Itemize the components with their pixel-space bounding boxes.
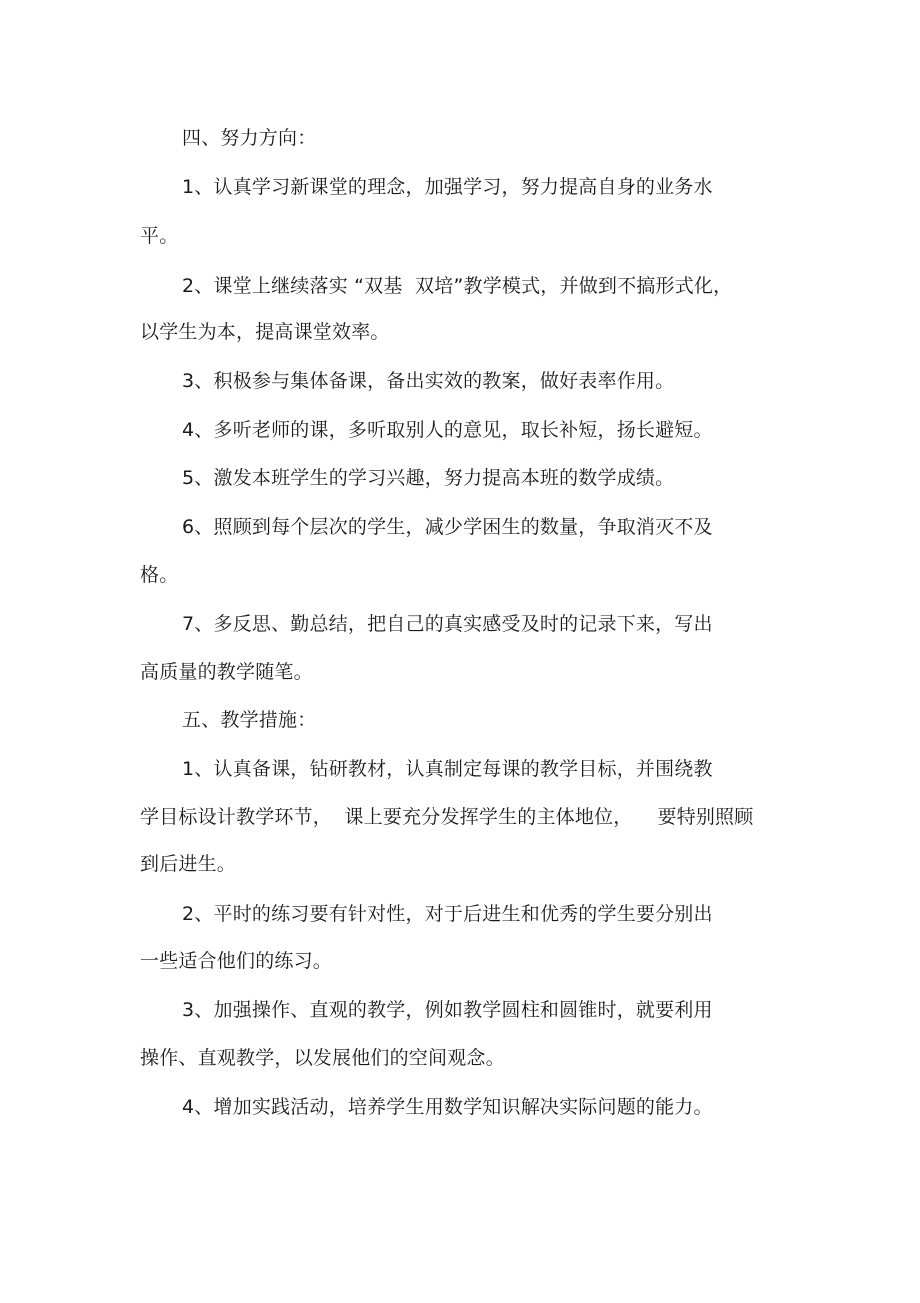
- paragraph-line: 格。: [140, 564, 179, 586]
- paragraph-line: 以学生为本，提高课堂效率。: [140, 321, 390, 343]
- paragraph-line: 7、多反思、勤总结，把自己的真实感受及时的记录下来，写出: [182, 613, 713, 635]
- paragraph-line: 操作、直观教学，以发展他们的空间观念。: [140, 1047, 505, 1069]
- paragraph-line: 1、认真学习新课堂的理念，加强学习，努力提高自身的业务水: [182, 176, 713, 198]
- paragraph-line: 3、积极参与集体备课，备出实效的教案，做好表率作用。: [182, 370, 675, 392]
- paragraph-line: 4、多听老师的课，多听取别人的意见，取长补短，扬长避短。: [182, 419, 713, 441]
- paragraph-line: 2、平时的练习要有针对性，对于后进生和优秀的学生要分别出: [182, 903, 713, 925]
- paragraph-line: 平。: [140, 225, 179, 247]
- paragraph-line: 到后进生。: [140, 853, 237, 875]
- paragraph-line: 3、加强操作、直观的教学，例如教学圆柱和圆锥时，就要利用: [182, 999, 713, 1021]
- paragraph-line: 6、照顾到每个层次的学生，减少学困生的数量，争取消灭不及: [182, 516, 713, 538]
- paragraph-line: 学目标设计教学环节， 课上要充分发挥学生的主体地位， 要特别照顾: [140, 806, 754, 828]
- paragraph-line: 高质量的教学随笔。: [140, 661, 313, 683]
- paragraph-line: 2、课堂上继续落实 “双基 双培”教学模式，并做到不搞形式化，: [182, 275, 733, 297]
- heading-teaching-measures: 五、教学措施：: [182, 709, 317, 731]
- heading-effort-direction: 四、努力方向：: [182, 127, 317, 149]
- paragraph-line: 4、增加实践活动，培养学生用数学知识解决实际问题的能力。: [182, 1096, 713, 1118]
- paragraph-line: 5、激发本班学生的学习兴趣，努力提高本班的数学成绩。: [182, 467, 675, 489]
- paragraph-line: 1、认真备课，钻研教材，认真制定每课的教学目标，并围绕教: [182, 758, 713, 780]
- paragraph-line: 一些适合他们的练习。: [140, 950, 333, 972]
